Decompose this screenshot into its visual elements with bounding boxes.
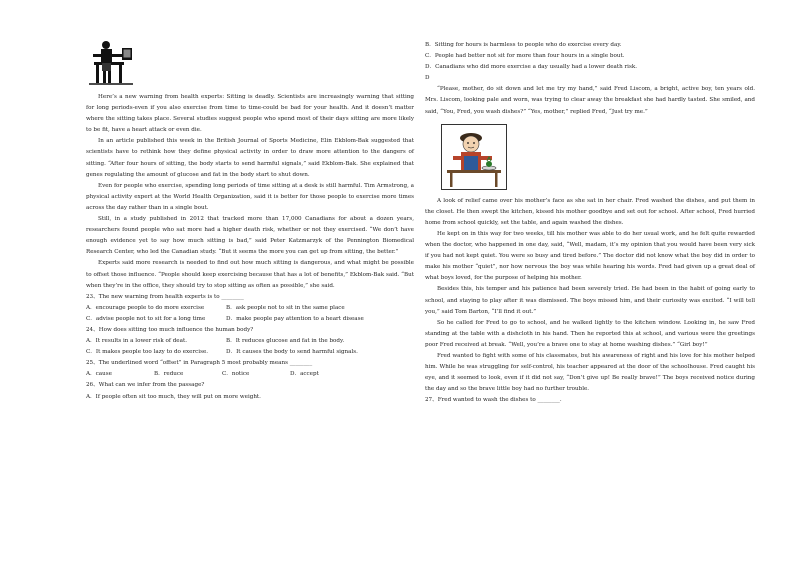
boy-washing-dishes-illustration (441, 124, 507, 190)
question-25: 25、The underlined word “offset” in Paragraph 5 most probably means ________ (86, 360, 313, 367)
q25-option-d[interactable]: D．accept (290, 371, 319, 378)
person-at-desk-illustration (89, 40, 135, 86)
passage-c-paragraph-1: Here’s a new warning from health experts: Sitting is deadly. Scientists are increasingly warning that sitting for long periods-even if you also exercise from time to time-could be bad for your health. And it doesn’t matter where the sitting takes place. Several studies suggest people who spend most of their days sitting are more likely to be fit, have a heart attack or even die. (86, 94, 414, 134)
q25-option-c[interactable]: C．notice (222, 371, 250, 378)
question-24-options-row-1 (86, 336, 414, 347)
q24-option-d[interactable]: D．It causes the body to send harmful signals. (226, 349, 358, 356)
passage-d-paragraph-2: A look of relief came over his mother’s face as she sat in her chair. Fred washed the dishes, and put them in the closet. He then swept the kitchen, kissed his mother goodbye and set out for school. After school, Fred hurried home from school quickly, set the table, and again washed the dishes. (425, 197, 755, 226)
q26-option-b[interactable]: B．Sitting for hours is harmless to people who do exercise every day. (425, 42, 622, 48)
passage-d-paragraph-6: Fred wanted to fight with some of his classmates, but his awareness of right and his love for his mother helped him. While he was struggling for self-control, his teacher appeared at the door of the schoolhouse. Fred caught his eye, and it seemed to look, even if it did not say, “Don’t give up! Be really brave!” The boys received notice during the day and so the brave little boy had no further trouble. (425, 352, 755, 393)
question-24: 24、How does sitting too much influence the human body? (86, 326, 254, 333)
q25-option-b[interactable]: B．reduce (154, 371, 184, 378)
question-27: 27、Fred wanted to wash the dishes to ________. (425, 397, 562, 404)
q26-option-c[interactable]: C．People had better not sit for more than four hours in a single bout. (425, 53, 625, 60)
q26-option-a[interactable]: A．If people often sit too much, they will put on more weight. (86, 393, 261, 400)
q24-option-a[interactable]: A．It results in a lower risk of deat. (86, 338, 187, 345)
passage-d-paragraph-3: He kept on in this way for two weeks, till his mother was able to do her usual work, and he felt quite rewarded when the doctor, who happened in one day, said, “Well, madam, it’s my opinion that you would have been very sick if you had not kept quiet. You were so busy and tired before.” The doctor did not know what the boy did in order to make his mother “quiet”, nor how nervous the boy was while hearing his words. Fred had given up a great deal of what boys loved, for the purpose of helping his mother. (425, 230, 755, 282)
q24-option-c[interactable]: C．It makes people too lazy to do exercise. (86, 349, 209, 356)
passage-d-paragraph-1: “Please, mother, do sit down and let me try my hand,” said Fred Liscom, a bright, active boy, ten years old. Mrs. Liscom, looking pale and worn, was trying to clear away the breakfast she had hardly tasted. She smiled, and said, “You, Fred, you wash dishes?” “Yes, mother,” replied Fred, “Just try me.” (425, 86, 755, 115)
question-23: 23、The new warning from health experts is to ________ (86, 293, 244, 300)
question-23-options-row-1 (86, 303, 414, 314)
question-24-options-row-2 (86, 347, 414, 358)
q23-option-d[interactable]: D．make people pay attention to a heart disease (226, 315, 364, 322)
passage-d-paragraph-4: Besides this, his temper and his patience had been severely tried. He had been in the habit of going early to school, and staying to play after it was dismissed. The boys missed him, and their curiosity was excited. “I will tell you,” said Tom Barton, “I’ll find it out.” (425, 286, 755, 315)
q25-option-a[interactable]: A．cause (86, 371, 112, 378)
passage-d-paragraph-5: So he called for Fred to go to school, and he walked lightly to the kitchen window. Looking in, he saw Fred standing at the table with a dishcloth in his hand. Then he reported this at school, and various were the greetings poor Fred received at break. “Well, you’re a brave one to stay at home washing dishes.” “Girl boy!” (425, 319, 755, 348)
question-26: 26、What can we infer from the passage? (86, 382, 205, 389)
q26-option-d[interactable]: D．Canadians who did more exercise a day usually had a lower death risk. (425, 64, 637, 71)
question-23-options-row-2 (86, 314, 414, 325)
q24-option-b[interactable]: B．It reduces glucose and fat in the body. (226, 338, 345, 345)
q23-option-c[interactable]: C．advise people not to sit for a long time (86, 315, 206, 322)
passage-c-paragraph-4: Still, in a study published in 2012 that tracked more than 17,000 Canadians for about a dozen years, researchers found people who sat more had a higher death risk, whether or not they exercised. “We don’t have enough evidence yet to say how much sitting is bad,” said Peter Katzmarzyk of the Pennington Biomedical Research Center, who led the Canadian study. “But it seems the more you can get up from sitting, the better.” (86, 216, 414, 256)
passage-c-paragraph-3: Even for people who exercise, spending long periods of time sitting at a desk is still harmful. Tim Armstrong, a physical activity expert at the World Health Organization, said it is better for those people to exercise more times across the day rather than in a single bout. (86, 182, 414, 211)
question-25-options (86, 369, 414, 380)
q23-option-b[interactable]: B．ask people not to sit in the same place (226, 304, 345, 311)
passage-c-paragraph-5: Experts said more research is needed to find out how much sitting is dangerous, and what might be possible to offset those influence. “People should keep exercising because that has a lot of benefits,” Ekblom-Bak said. “But when they’re in the office, they should try to stop sitting as often as possible,” she said. (86, 260, 414, 289)
q23-option-a[interactable]: A．encourage people to do more exercise (86, 304, 205, 311)
passage-c-paragraph-2: In an article published this week in the British Journal of Sports Medicine, Elin Ekblom-Bak suggested that scientists have to rethink how they define physical activity in order to draw more attention to the dangers of sitting. “After four hours of sitting, the body starts to send harmful signals,” said Ekblom-Bak. She explained that genes regulating the amount of glucose and fat in the body start to shut down. (86, 138, 414, 178)
section-letter-d: D (425, 75, 430, 82)
